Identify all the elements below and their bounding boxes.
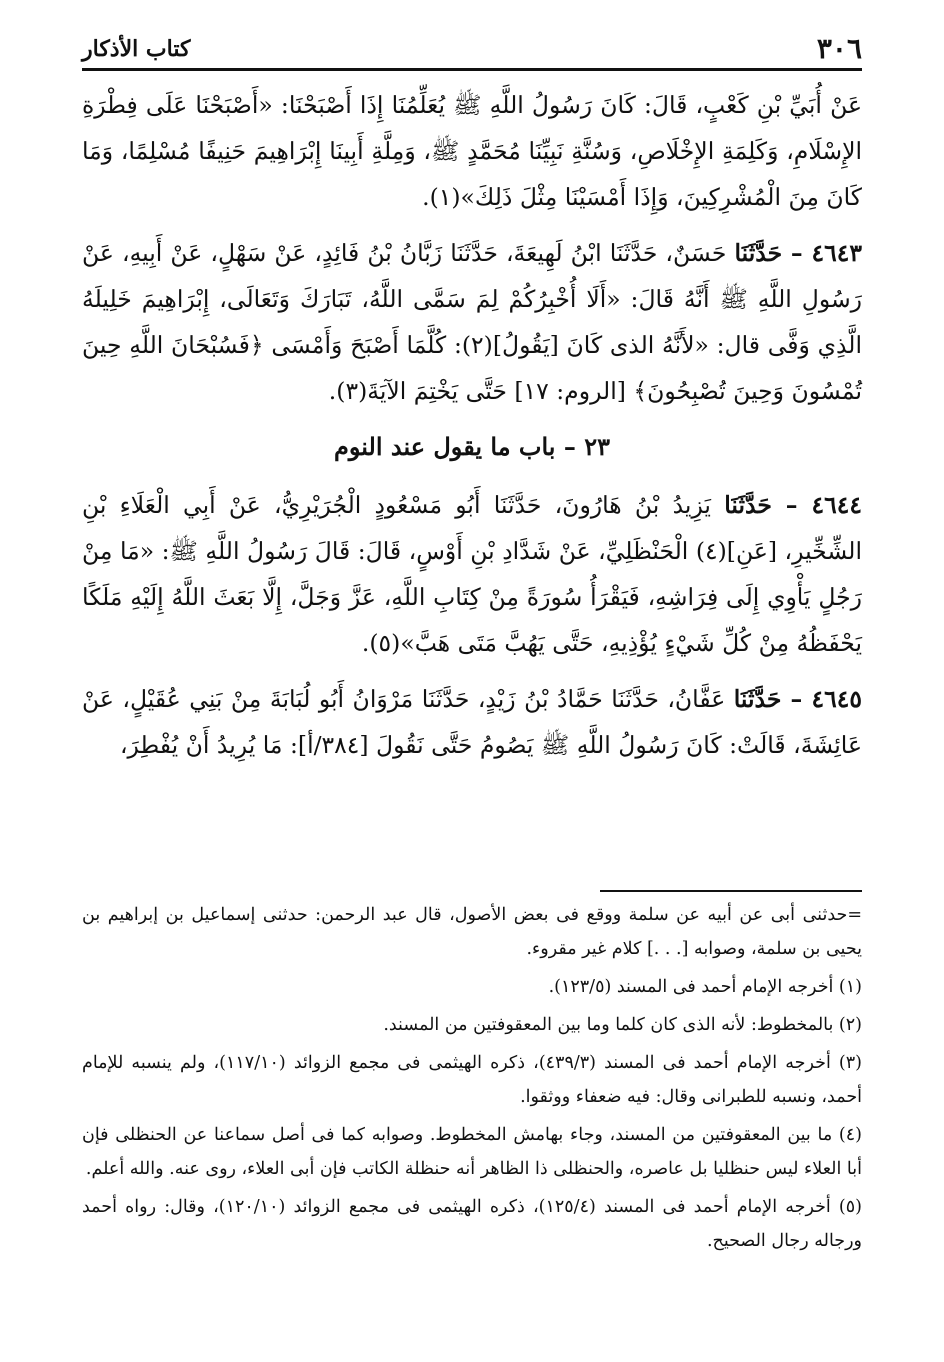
page-number: ٣٠٦ (816, 32, 862, 65)
hadith-number: ٤٦٤٤ – حَدَّثَنَا (724, 491, 862, 519)
footnote-separator (600, 890, 862, 892)
hadith-4643 (82, 230, 862, 414)
footnote-continuation: =حدثنى أبى عن أبيه عن سلمة ووقع فى بعض الأصول، قال عبد الرحمن: حدثنى إسماعيل بن إبراهيم بن يحيى بن سلمة، وصوابه [. . .] كلام غير مقروء. (82, 905, 862, 959)
book-title: كتاب الأذكار (82, 36, 191, 62)
paragraph-ubayy: عَنْ أُبَيِّ بْنِ كَعْبٍ، قَالَ: كَانَ رَسُولُ اللَّهِ ﷺ يُعَلِّمُنَا إِذَا أَصْبَحْنَا: «أَصْبَحْنَا عَلَى فِطْرَةِ الإِسْلَامِ، وَكَلِمَةِ الإِخْلَاصِ، وَسُنَّةِ نَبِيِّنَا مُحَمَّدٍ ﷺ، وَمِلَّةِ أَبِينَا إِبْرَاهِيمَ حَنِيفًا مُسْلِمًا، وَمَا كَانَ مِنَ الْمُشْرِكِينَ، وَإِذَا أَمْسَيْنَا مِثْلَ ذَلِكَ»(١). (82, 91, 862, 211)
footnote-2: (٢) بالمخطوط: لأنه الذى كان كلما وما بين المعقوفتين من المسند. (383, 1015, 862, 1035)
footnote-1: (١) أخرجه الإمام أحمد فى المسند (١٢٣/٥). (548, 977, 862, 997)
hadith-text: يَزِيدُ بْنُ هَارُونَ، حَدَّثَنَا أَبُو مَسْعُودٍ الْجُرَيْرِيُّ، عَنْ أَبِي الْعَلَاءِ بْنِ الشِّخِّيرِ، [عَنِ](٤) الْحَنْظَلِيِّ، عَنْ شَدَّادِ بْنِ أَوْسٍ، قَالَ: قَالَ رَسُولُ اللَّهِ ﷺ: «مَا مِنْ رَجُلٍ يَأْوِي إِلَى فِرَاشِهِ، فَيَقْرَأُ سُورَةً مِنْ كِتَابِ اللَّهِ، عَزَّ وَجَلَّ، إِلَّا بَعَثَ اللَّهُ إِلَيْهِ مَلَكًا يَحْفَظُهُ مِنْ كُلِّ شَيْءٍ يُؤْذِيهِ، حَتَّى يَهُبَّ مَتَى هَبَّ»(٥). (82, 491, 862, 657)
footnote-5: (٥) أخرجه الإمام أحمد فى المسند (١٢٥/٤)، ذكره الهيثمى فى مجمع الزوائد (١٢٠/١٠)، وقال: رواه أحمد ورجاله رجال الصحيح. (82, 1197, 862, 1251)
hadith-text: عَفَّانُ، حَدَّثَنَا حَمَّادُ بْنُ زَيْدٍ، حَدَّثَنَا مَرْوَانُ أَبُو لُبَابَةَ مِنْ بَنِي عُقَيْلٍ، عَنْ عَائِشَةَ، قَالَتْ: كَانَ رَسُولُ اللَّهِ ﷺ يَصُومُ حَتَّى نَقُولَ [٣٨٤/أ]: مَا يُرِيدُ أَنْ يُفْطِرَ، (82, 685, 862, 759)
hadith-number: ٤٦٤٣ – حَدَّثَنَا (734, 239, 862, 267)
chapter-heading: ٢٣ – باب ما يقول عند النوم (334, 432, 610, 461)
footnote-3: (٣) أخرجه الإمام أحمد فى المسند (٤٣٩/٣)، ذكره الهيثمى فى مجمع الزوائد (١١٧/١٠)، ولم ينسبه للإمام أحمد، ونسبه للطبرانى وقال: فيه ضعفاء ووثقوا. (82, 1053, 862, 1107)
hadith-4644 (82, 482, 862, 666)
running-header (82, 28, 862, 71)
hadith-4645 (82, 676, 862, 768)
main-text (82, 82, 862, 778)
footnote-4: (٤) ما بين المعقوفتين من المسند، وجاء بهامش المخطوط. وصوابه كما فى أصل سماعنا عن الحنظلى فإن أبا العلاء ليس حنظليا بل عاصره، والحنظلى ذا الظاهر أنه حنظلة الكاتب فإن أبى العلاء، روى عنه. والله أعلم. (82, 1125, 862, 1179)
hadith-text: حَسَنٌ، حَدَّثَنَا ابْنُ لَهِيعَةَ، حَدَّثَنَا زَبَّانُ بْنُ فَائِدٍ، عَنْ سَهْلٍ، عَنْ أَبِيهِ، عَنْ رَسُولِ اللَّهِ ﷺ أَنَّهُ قَالَ: «أَلَا أُخْبِرُكُمْ لِمَ سَمَّى اللَّهُ، تَبَارَكَ وَتَعَالَى، إِبْرَاهِيمَ خَلِيلَهُ الَّذِي وَفَّى قال: «لأَنَّهُ الذى كَانَ [يَقُولُ](٢): كُلَّمَا أَصْبَحَ وَأَمْسَى ﴿فَسُبْحَانَ اللَّهِ حِينَ تُمْسُونَ وَحِينَ تُصْبِحُونَ﴾ [الروم: ١٧] حَتَّى يَخْتِمَ الآيَةَ(٣). (82, 239, 862, 405)
hadith-number: ٤٦٤٥ – حَدَّثَنَا (733, 685, 862, 713)
footnotes (82, 898, 862, 1262)
